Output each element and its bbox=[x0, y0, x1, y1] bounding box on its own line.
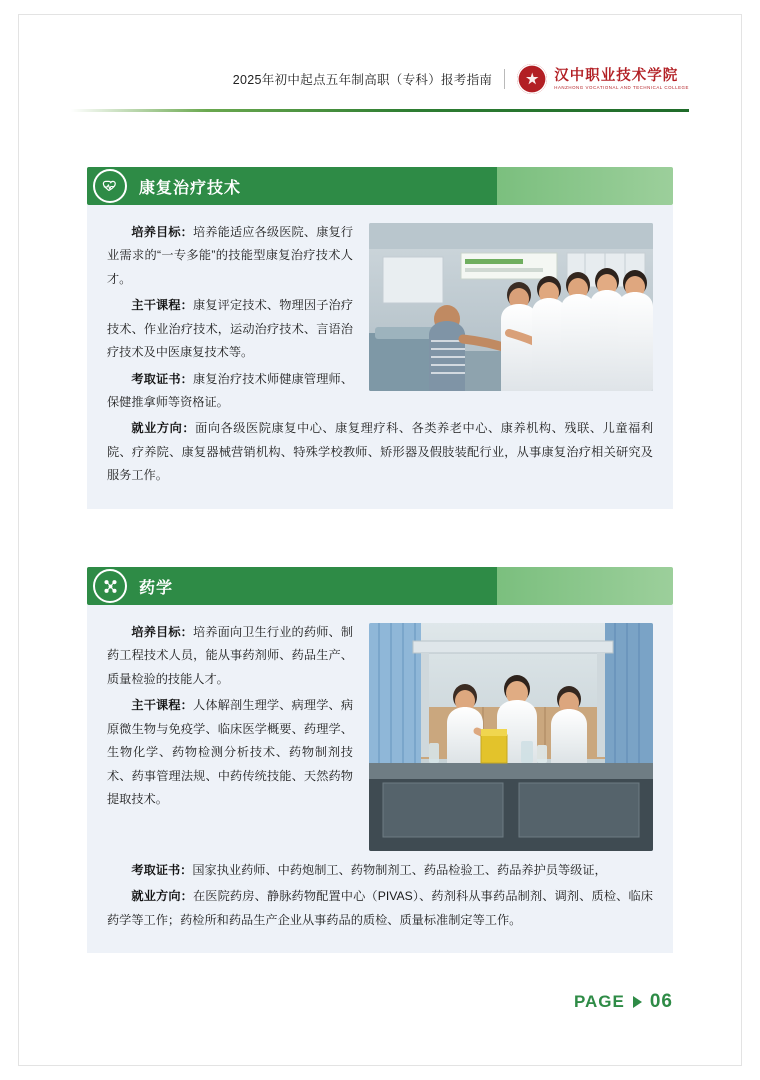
header-title: 2025年初中起点五年制高职（专科）报考指南 bbox=[232, 73, 493, 87]
college-name-en: HANZHONG VOCATIONAL AND TECHNICAL COLLEGE bbox=[554, 84, 689, 90]
paragraph-text: 康复治疗技术师健康管理师、保健推拿师等资格证。 bbox=[107, 371, 354, 409]
paragraph-label: 就业方向： bbox=[131, 889, 193, 904]
rehabilitation-icon bbox=[93, 169, 127, 203]
pharmacy-photo bbox=[369, 623, 653, 851]
college-logo bbox=[517, 64, 689, 94]
section-body bbox=[87, 205, 673, 509]
page-footer bbox=[574, 991, 673, 1013]
triangle-right-icon bbox=[633, 996, 642, 1008]
section-title: 药学 bbox=[139, 579, 174, 597]
paragraph-label: 考取证书： bbox=[131, 371, 193, 386]
section-header-bar bbox=[87, 567, 673, 605]
college-emblem-icon bbox=[517, 64, 547, 94]
section-header-bar bbox=[87, 167, 673, 205]
paragraph-label: 主干课程： bbox=[131, 698, 193, 713]
rehabilitation-photo bbox=[369, 223, 653, 391]
college-logo-text bbox=[554, 68, 689, 90]
paragraph-certificates bbox=[107, 859, 653, 882]
paragraph-employment bbox=[107, 885, 653, 932]
header-divider bbox=[504, 69, 505, 89]
footer-page-label: PAGE bbox=[573, 992, 625, 1011]
college-name-cn: 汉中职业技术学院 bbox=[554, 68, 679, 85]
paragraph-text: 在医院药房、静脉药物配置中心（PIVAS）、药剂科从事药品制剂、调剂、质检、临床药学等工作；药检所和药品生产企业从事药品的质检、质量标准制定等工作。 bbox=[107, 889, 653, 927]
section-pharmacy bbox=[87, 567, 673, 953]
paragraph-text: 康复评定技术、物理因子治疗技术、作业治疗技术，运动治疗技术、言语治疗技术及中医康复技术等。 bbox=[107, 298, 354, 360]
footer-page-number: 06 bbox=[649, 991, 673, 1012]
paragraph-label: 考取证书： bbox=[131, 863, 193, 877]
paragraph-text: 培养能适应各级医院、康复行业需求的“一专多能”的技能型康复治疗技术人才。 bbox=[107, 225, 354, 286]
paragraph-label: 培养目标： bbox=[131, 225, 193, 239]
pharmacy-molecule-icon bbox=[93, 569, 127, 603]
paragraph-label: 就业方向： bbox=[131, 421, 196, 436]
paragraph-employment bbox=[107, 417, 653, 487]
section-body bbox=[87, 605, 673, 953]
section-rehabilitation bbox=[87, 167, 673, 509]
header-rule bbox=[71, 109, 689, 112]
page-header bbox=[71, 59, 689, 111]
paragraph-text: 国家执业药师、中药炮制工、药物制剂工、药品检验工、药品养护员等级证， bbox=[192, 863, 607, 877]
paragraph-text: 人体解剖生理学、病理学、病原微生物与免疫学、临床医学概要、药理学、生物化学、药物检测分析技术、药物制剂技术、药事管理法规、中药传统技能、天然药物提取技术。 bbox=[107, 698, 354, 806]
paragraph-label: 主干课程： bbox=[131, 298, 193, 313]
paragraph-text: 培养面向卫生行业的药师、制药工程技术人员，能从事药剂师、药品生产、质量检验的技能人才。 bbox=[107, 625, 354, 686]
section-title: 康复治疗技术 bbox=[139, 179, 242, 197]
paragraph-text: 面向各级医院康复中心、康复理疗科、各类养老中心、康养机构、残联、儿童福利院、疗养院、康复器械营销机构、特殊学校教师、矫形器及假肢装配行业，从事康复治疗相关研究及服务工作。 bbox=[107, 421, 654, 483]
header-row bbox=[71, 59, 689, 99]
page-inner bbox=[18, 14, 742, 1066]
paragraph-label: 培养目标： bbox=[131, 625, 193, 639]
